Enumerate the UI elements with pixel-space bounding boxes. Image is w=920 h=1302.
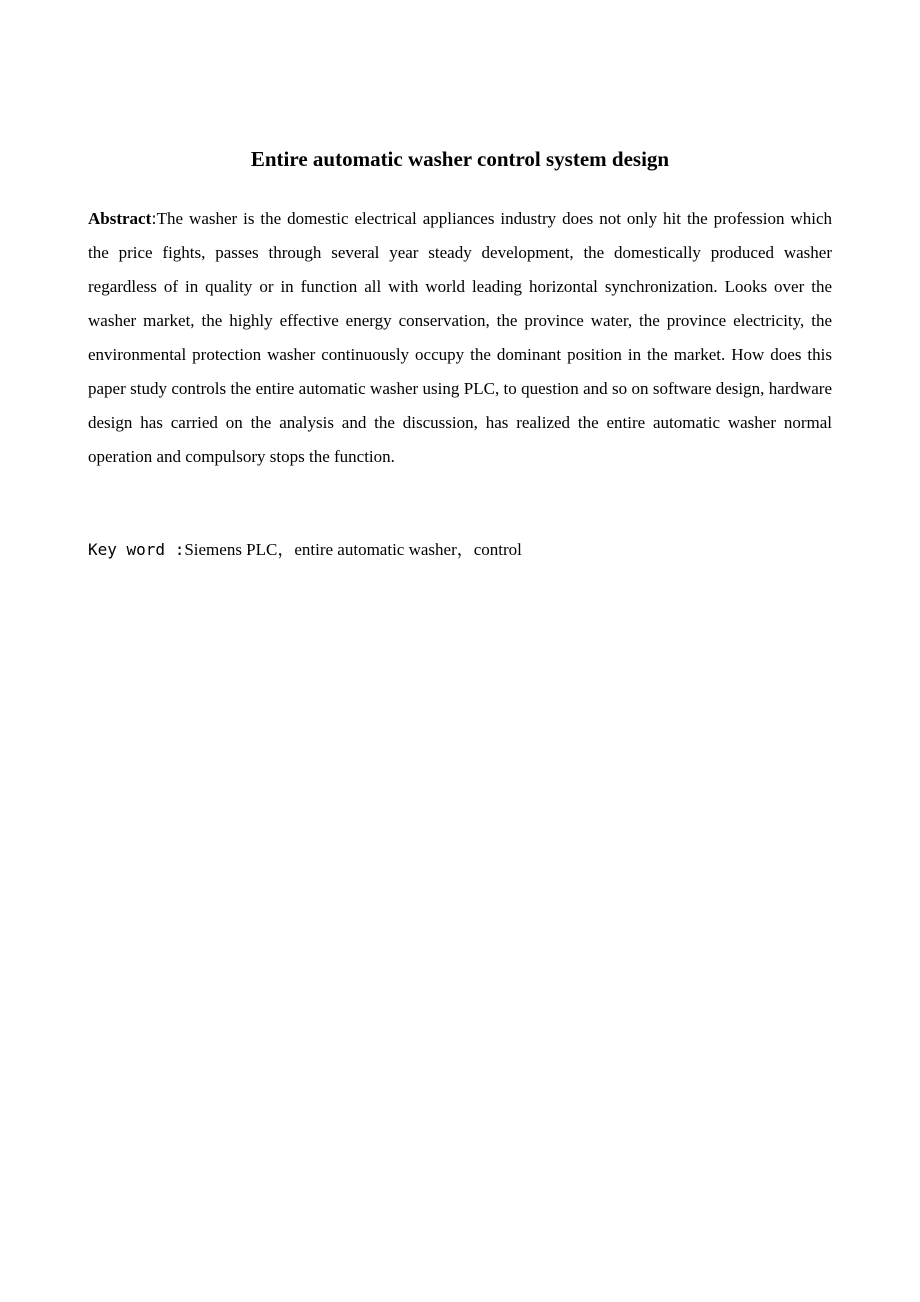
keywords-label: Key word : — [88, 540, 185, 559]
document-title: Entire automatic washer control system design — [250, 147, 670, 171]
abstract-label: Abstract — [88, 209, 152, 228]
abstract-separator: : — [151, 209, 157, 228]
abstract-paragraph — [88, 202, 832, 474]
keywords-text: Siemens PLC，entire automatic washer，control — [184, 540, 522, 559]
keywords-line — [88, 535, 832, 565]
abstract-text: The washer is the domestic electrical appliances industry does not only hit the profession which the price fights, passes through several year steady development, the domestically produced washer regardless of in quality or in function all with world leading horizontal synchronization. Looks over the washer market, the highly effective energy conservation, the province water, the province electricity, the environmental protection washer continuously occupy the dominant position in the market. How does this paper study controls the entire automatic washer using PLC, to question and so on software design, hardware design has carried on the analysis and the discussion, has realized the entire automatic washer normal operation and compulsory stops the function. — [88, 209, 832, 466]
